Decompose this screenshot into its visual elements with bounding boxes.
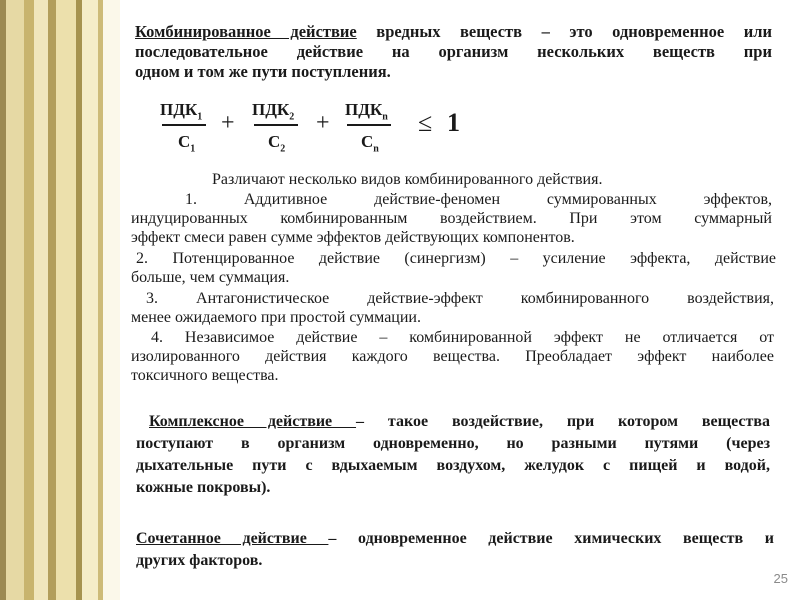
type-3-line1: 3. Антагонистическое действие-эффект комбинированного воздействия, [146, 290, 774, 307]
fraction-2 [252, 100, 312, 160]
plus-sign-1: + [221, 110, 235, 136]
combined-action-line1: Комбинированное действие вредных веществ – это одновременное или [135, 22, 773, 41]
complex-action-line1: Комплексное действие – такое воздействие, при котором вещества [149, 413, 770, 430]
type-4-line2: изолированного действия каждого вещества. Преобладает эффект наиболее [131, 348, 774, 365]
type-2-line1: 2. Потенцированное действие (синергизм) – усиление эффекта, действие [136, 250, 776, 267]
fraction-3-bar [347, 124, 391, 126]
fraction-2-bar [254, 124, 298, 126]
combined-action-line3: одном и том же пути поступления. [135, 62, 391, 81]
fraction-3-denominator: $С_n$ [361, 132, 379, 155]
fraction-2-numerator: $ПДК_2$ [252, 100, 295, 123]
complex-action-term: Комплексное действие [149, 413, 357, 430]
types-intro: Различают несколько видов комбинированного действия. [212, 171, 603, 188]
combined-action-term: Комбинированное действие [135, 22, 357, 41]
fraction-1-bar [162, 124, 206, 126]
complex-action-line4: кожные покровы). [136, 479, 271, 496]
decorative-left-border [0, 0, 120, 600]
page-number: 25 [773, 571, 788, 586]
fraction-2-denominator: $С_2$ [268, 132, 286, 155]
type-2-line2: больше, чем суммация. [131, 269, 290, 286]
fraction-1-denominator: $С_1$ [178, 132, 196, 155]
combined-action-line2: последовательное действие на организм нескольких веществ при [135, 42, 772, 61]
formula-rhs: 1 [447, 108, 460, 137]
concomitant-action-line1: Сочетанное действие – одновременное действие химических веществ и [136, 530, 774, 547]
type-3-line2: менее ожидаемого при простой суммации. [131, 309, 421, 326]
type-1-line2: индуцированных комбинированным воздействием. При этом суммарный [131, 210, 772, 227]
concomitant-action-term: Сочетанное действие [136, 530, 329, 547]
type-1-line3: эффект смеси равен сумме эффектов действующих компонентов. [131, 229, 575, 246]
fraction-3-numerator: $ПДК_n$ [345, 100, 388, 123]
plus-sign-2: + [316, 110, 330, 136]
type-1-line1: 1. Аддитивное действие-феномен суммированных эффектов, [185, 191, 772, 208]
less-or-equal-sign: ≤ [418, 108, 433, 137]
type-4-line3: токсичного вещества. [131, 367, 279, 384]
fraction-1 [160, 100, 220, 160]
fraction-3 [345, 100, 405, 160]
concomitant-action-line2: других факторов. [136, 552, 263, 569]
type-4-line1: 4. Независимое действие – комбинированной эффект не отличается от [151, 329, 774, 346]
fraction-1-numerator: $ПДК_1$ [160, 100, 203, 123]
complex-action-line3: дыхательные пути с вдыхаемым воздухом, желудок с пищей и водой, [136, 457, 770, 474]
complex-action-line2: поступают в организм одновременно, но разными путями (через [136, 435, 770, 452]
